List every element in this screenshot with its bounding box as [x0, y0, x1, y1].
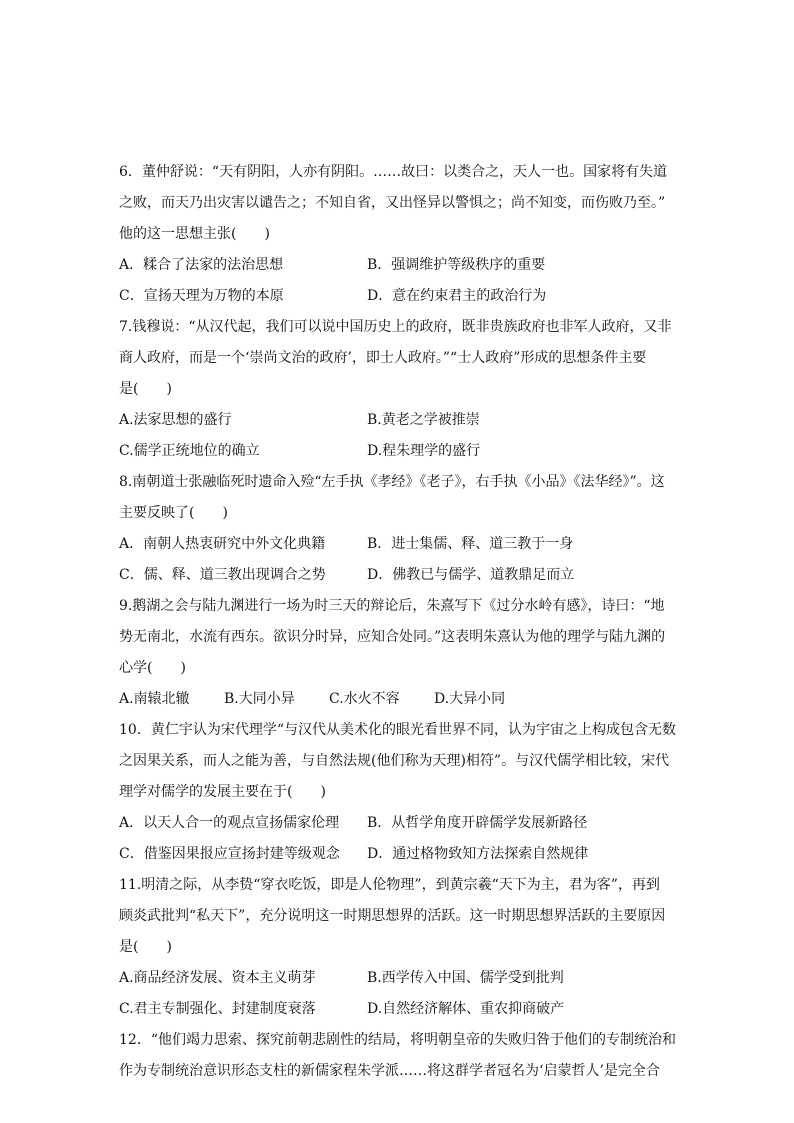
question-7-stem-line-3: 是( )	[119, 381, 172, 397]
question-8-option-d[interactable]: D．佛教已与儒学、道教鼎足而立	[367, 567, 575, 583]
question-11	[119, 870, 679, 1025]
question-11-option-d[interactable]: D.自然经济解体、重农抑商破产	[367, 1001, 565, 1017]
question-7-option-c[interactable]: C.儒学正统地位的确立	[119, 443, 260, 459]
question-11-option-a[interactable]: A.商品经济发展、资本主义萌芽	[119, 970, 316, 986]
question-6-option-a[interactable]: A．糅合了法家的法治思想	[119, 257, 284, 273]
question-9-option-d[interactable]: D.大异小同	[434, 691, 506, 707]
question-7-option-b[interactable]: B.黄老之学被推崇	[367, 412, 480, 428]
question-11-stem-line-2: 顾炎武批判“私天下”，充分说明这一时期思想界的活跃。这一时期思想界活跃的主要原因	[119, 908, 666, 924]
question-11-options-row-2	[119, 994, 679, 1025]
question-8-stem-line-2: 主要反映了( )	[119, 505, 228, 521]
question-8-option-c[interactable]: C．儒、释、道三教出现调合之势	[119, 567, 326, 583]
question-10-stem-line-2: 之因果关系，而人之能为善，与自然法规(他们称为天理)相符”。与汉代儒学相比较，宋代	[119, 753, 670, 769]
question-8-option-a[interactable]: A．南朝人热衷研究中外文化典籍	[119, 536, 326, 552]
question-11-option-c[interactable]: C.君主专制强化、封建制度衰落	[119, 1001, 316, 1017]
question-6-stem-line-3: 他的这一思想主张( )	[119, 226, 270, 242]
question-10	[119, 715, 679, 870]
question-9-options-row	[119, 684, 679, 715]
question-9-option-a[interactable]: A.南辕北辙	[119, 691, 190, 707]
question-7-stem-line-1: 7.钱穆说：“从汉代起，我们可以说中国历史上的政府，既非贵族政府也非军人政府，又非	[119, 319, 672, 335]
question-6-options-row-1	[119, 250, 679, 281]
question-7-option-d[interactable]: D.程朱理学的盛行	[367, 443, 481, 459]
question-9-stem-line-2: 势无南北，水流有西东。欲识分时异，应知合处同。”这表明朱熹认为他的理学与陆九渊的	[119, 629, 666, 645]
question-10-stem-line-3: 理学对儒学的发展主要在于( )	[119, 784, 326, 800]
question-10-option-c[interactable]: C．借鉴因果报应宣扬封建等级观念	[119, 846, 340, 862]
question-6-stem-line-2: 之败，而天乃出灾害以谴告之；不知自省，又出怪异以警惧之；尚不知变，而伤败乃至。”	[119, 195, 666, 211]
question-9-option-b[interactable]: B.大同小异	[224, 691, 295, 707]
question-6	[119, 157, 679, 312]
question-6-options-row-2	[119, 281, 679, 312]
question-list	[119, 157, 679, 1087]
question-11-stem-line-3: 是( )	[119, 939, 172, 955]
question-8	[119, 467, 679, 591]
question-9-stem-line-1: 9.鹅湖之会与陆九渊进行一场为时三天的辩论后，朱熹写下《过分水岭有感》，诗曰：“地	[119, 598, 665, 614]
question-9	[119, 591, 679, 715]
question-8-option-b[interactable]: B．进士集儒、释、道三教于一身	[367, 536, 574, 552]
question-12-stem-line-1: 12．“他们竭力思索、探究前朝悲剧性的结局，将明朝皇帝的失败归咎于他们的专制统治和	[119, 1032, 676, 1048]
question-6-option-b[interactable]: B．强调维护等级秩序的重要	[367, 257, 546, 273]
question-12-stem-line-2: 作为专制统治意识形态支柱的新儒家程朱学派……将这群学者冠名为‘启蒙哲人’是完全合	[119, 1063, 660, 1079]
question-11-option-b[interactable]: B.西学传入中国、儒学受到批判	[367, 970, 564, 986]
question-9-stem-line-3: 心学( )	[119, 660, 186, 676]
question-10-options-row-1	[119, 808, 679, 839]
question-7-stem-line-2: 商人政府，而是一个‘崇尚文治的政府’，即士人政府。”“士人政府”形成的思想条件主要	[119, 350, 647, 366]
question-8-options-row-2	[119, 560, 679, 591]
question-11-stem-line-1: 11.明清之际，从李贽“穿衣吃饭，即是人伦物理”，到黄宗羲“天下为主，君为客”，再到	[119, 877, 660, 893]
question-10-stem-line-1: 10．黄仁宇认为宋代理学“与汉代从美术化的眼光看世界不同，认为宇宙之上构成包含无数	[119, 722, 676, 738]
question-8-stem-line-1: 8.南朝道士张融临死时遗命入殓“左手执《孝经》《老子》，右手执《小品》《法华经》”。这	[119, 474, 665, 490]
question-7-options-row-2	[119, 436, 679, 467]
question-6-option-d[interactable]: D．意在约束君主的政治行为	[367, 288, 547, 304]
question-7	[119, 312, 679, 467]
question-9-option-c[interactable]: C.水火不容	[329, 691, 400, 707]
question-10-option-d[interactable]: D．通过格物致知方法探索自然规律	[367, 846, 589, 862]
question-7-options-row-1	[119, 405, 679, 436]
question-10-option-b[interactable]: B．从哲学角度开辟儒学发展新路径	[367, 815, 588, 831]
question-10-option-a[interactable]: A．以天人合一的观点宣扬儒家伦理	[119, 815, 340, 831]
question-12	[119, 1025, 679, 1087]
question-8-options-row-1	[119, 529, 679, 560]
question-7-option-a[interactable]: A.法家思想的盛行	[119, 412, 232, 428]
question-6-stem-line-1: 6．董仲舒说：“天有阴阳，人亦有阴阳。……故曰：以类合之，天人一也。国家将有失道	[119, 164, 668, 180]
question-10-options-row-2	[119, 839, 679, 870]
question-6-option-c[interactable]: C．宣扬天理为万物的本原	[119, 288, 284, 304]
question-11-options-row-1	[119, 963, 679, 994]
